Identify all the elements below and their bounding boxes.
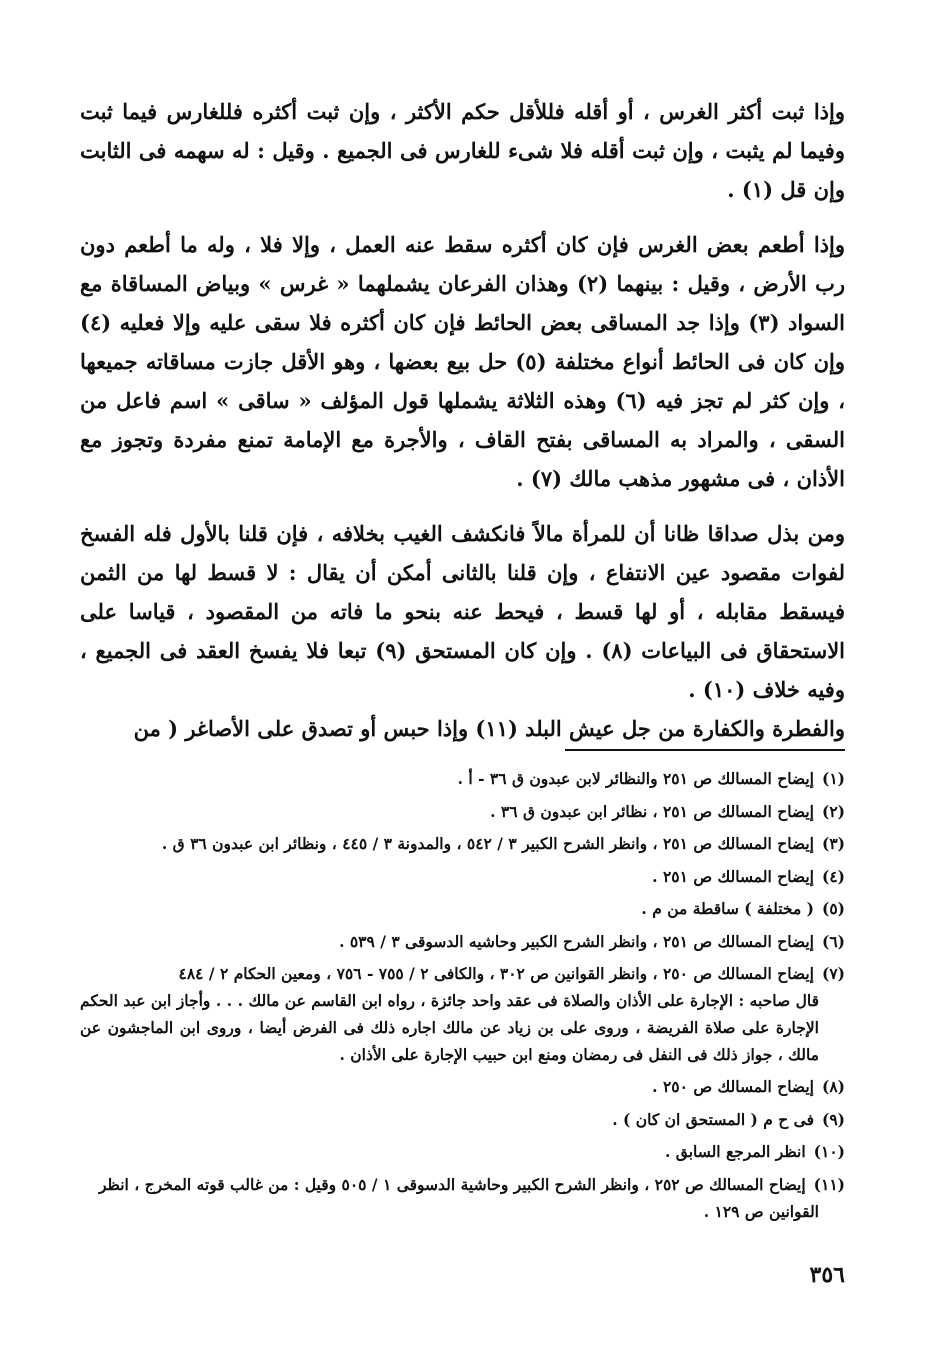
footnote-number: (١) xyxy=(821,769,845,788)
paragraph: وإذا ثبت أكثر الغرس ، أو أقله فللأقل حكم الأكثر ، وإن ثبت أكثره فللغارس فيما ثبت وفيما لم يثبت ، وإن ثبت أقله فلا شىء للغارس فى الجميع . وقيل : له سهمه فى الثابت وإن قل (١) . xyxy=(80,99,845,202)
footnote-text: إيضاح المسالك ص ٢٥١ والنظائر لابن عبدون ق ٣٦ - أ . xyxy=(457,769,814,788)
footnote-text: إيضاح المسالك ص ٢٥١ . xyxy=(652,866,814,886)
footnote-continuation: القوانين ص ١٢٩ . xyxy=(703,1201,819,1221)
footnote xyxy=(80,1071,845,1104)
footnote-text: إيضاح المسالك ص ٢٥٠ ، وانظر القوانين ص ٣٠٢ ، والكافى ٢ / ٧٥٥ - ٧٥٦ ، ومعين الحكام ٢ / ٤٨٤ xyxy=(178,964,814,983)
footnote-text: فى ح م ( المستحق ان كان ) . xyxy=(612,1109,814,1129)
footnote xyxy=(80,1136,845,1169)
footnote-text: إيضاح المسالك ص ٢٥١ ، نظائر ابن عبدون ق ٣٦ . xyxy=(490,801,814,821)
footnote-text: إيضاح المسالك ص ٢٥١ ، وانظر الشرح الكبير ٣ / ٥٤٢ ، والمدونة ٣ / ٤٤٥ ، ونظائر ابن عبدون ٣٦ ق . xyxy=(161,834,814,853)
footnote-text: إيضاح المسالك ص ٢٥٠ . xyxy=(652,1077,814,1096)
footnote-number: (٩) xyxy=(821,1109,845,1129)
footnote-number: (٥) xyxy=(821,899,845,918)
footnote-number: (١١) xyxy=(813,1174,845,1194)
footnote xyxy=(80,796,845,829)
footnote xyxy=(80,1104,845,1137)
footnote-number: (١٠) xyxy=(813,1142,845,1161)
page-number: ٣٥٦ xyxy=(809,1262,845,1288)
paragraph: ومن بذل صداقا ظانا أن للمرأة مالاً فانكشف الغيب بخلافه ، فإن قلنا بالأول فله الفسخ لفوات مقصود عين الانتفاع ، وإن قلنا بالثانى أمكن أن يقال : لا قسط لها من الثمن فيسقط مقابله ، أو لها قسط ، فيحط عنه بنحو ما فاته من المقصود ، قياسا على الاستحقاق فى البياعات (٨) . وإن كان المستحق (٩) تبعا فلا يفسخ العقد فى الجميع ، وفيه خلاف (١٠) . xyxy=(80,521,846,702)
footnote-text: ( مختلفة ) ساقطة من م . xyxy=(641,899,814,918)
footnote-number: (٣) xyxy=(821,834,845,853)
footnote xyxy=(80,893,845,926)
footnotes-list xyxy=(80,763,845,1228)
paragraph: والفطرة والكفارة من جل عيش البلد (١١) وإذا حبس أو تصدق على الأصاغر ( من xyxy=(133,716,845,741)
footnote-text: إيضاح المسالك ص ٢٥١ ، وانظر الشرح الكبير وحاشيه الدسوقى ٣ / ٥٣٩ . xyxy=(339,931,814,951)
footnote xyxy=(80,926,845,959)
footnote xyxy=(80,1171,845,1225)
footnote-divider xyxy=(565,749,845,751)
footnote xyxy=(80,828,845,861)
paragraph: وإذا أطعم بعض الغرس فإن كان أكثره سقط عنه العمل ، وإلا فلا ، وله ما أطعم دون رب الأرض ، وقيل : بينهما (٢) وهذان الفرعان يشملهما « غرس » وبياض المساقاة مع السواد (٣) وإذا جد المساقى بعض الحائط فإن كان أكثره فلا سقى عليه وإلا فعليه (٤) وإن كان فى الحائط أنواع مختلفة (٥) حل بيع بعضها ، وهو الأقل جازت مساقاته جميعها ، وإن كثر لم تجز فيه (٦) وهذه الثلاثة يشملها قول المؤلف « ساقى » اسم فاعل من السقى ، والمراد به المساقى بفتح القاف ، والأجرة مع الإمامة تمنع مفردة وتجوز مع الأذان ، فى مشهور مذهب مالك (٧) . xyxy=(80,232,845,491)
footnote-text: إيضاح المسالك ص ٢٥٢ ، وانظر الشرح الكبير وحاشية الدسوقى ١ / ٥٠٥ وقيل : من غالب قوته المخرج ، انظر xyxy=(98,1174,806,1194)
footnote-number: (٦) xyxy=(821,931,845,951)
footnote xyxy=(80,960,845,1068)
footnote xyxy=(80,763,845,796)
footnote-continuation: قال صاحبه : الإجارة على الأذان والصلاة فى عقد واحد جائزة ، رواه ابن القاسم عن مالك . . . وأجاز ابن عبد الحكم الإجارة على صلاة الفريضة ، وروى على بن زياد عن مالك اجاره ذلك فى الفرض أيضا ، وروى ابن الماجشون عن مالك ، جواز ذلك فى النفل فى رمضان ومنع ابن حبيب الإجارة على الأذان . xyxy=(80,991,819,1064)
footnote-number: (٨) xyxy=(821,1077,845,1096)
main-text xyxy=(80,92,845,748)
footnote xyxy=(80,861,845,894)
footnote-number: (٤) xyxy=(821,866,845,886)
footnote-number: (٧) xyxy=(821,964,845,983)
footnote-text: انظر المرجع السابق . xyxy=(664,1142,806,1161)
footnote-number: (٢) xyxy=(821,801,845,821)
